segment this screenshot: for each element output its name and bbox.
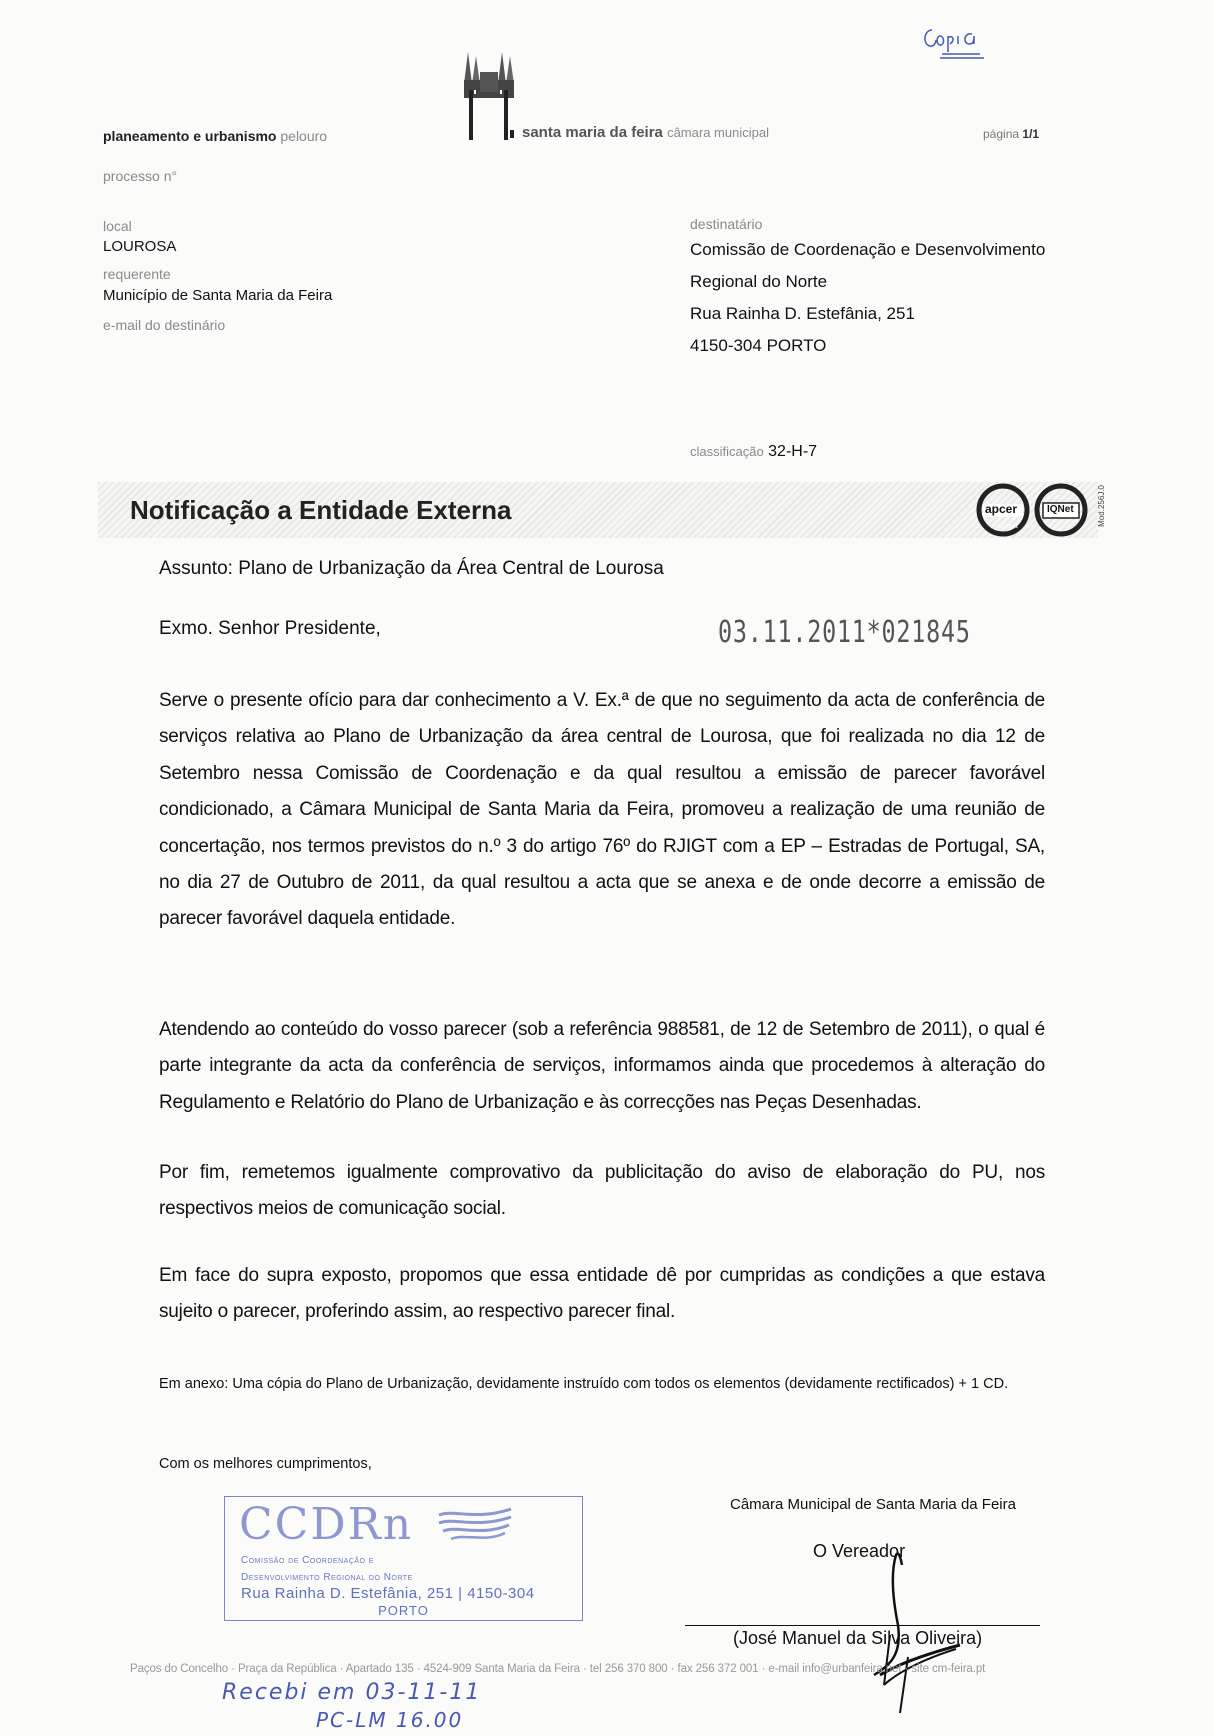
local-value: LOUROSA <box>103 238 177 255</box>
seal-apcer: apcer <box>985 502 1018 516</box>
handwritten-received-note: Recebi em 03-11-11 <box>222 1680 482 1705</box>
page-value: 1/1 <box>1022 127 1040 141</box>
handwritten-copy-mark <box>918 22 990 74</box>
department-name: planeamento e urbanismo <box>103 128 277 144</box>
recipient-line: Rua Rainha D. Estefânia, 251 <box>690 304 915 323</box>
waves-icon <box>435 1505 515 1549</box>
process-label: processo n° <box>103 168 178 184</box>
municipality-suffix: câmara municipal <box>667 125 769 140</box>
body-paragraph: Atendendo ao conteúdo do vosso parecer (sob a referência 988581, de 12 de Setembro de 2011), o qual é parte integrante da acta da conferência de serviços, informamos ainda que procedemos à alteração do Regulamento e Relatório do Plano de Urbanização e às correcções nas Peças Desenhadas. <box>159 1019 1045 1113</box>
email-label: e-mail do destinário <box>103 317 226 333</box>
recipient-line: Comissão de Coordenação e Desenvolvimento <box>690 240 1046 259</box>
signature-role: O Vereador <box>813 1541 906 1561</box>
body-paragraph: Serve o presente ofício para dar conhecimento a V. Ex.ª de que no seguimento da acta de conferência de serviços relativa ao Plano de Urbanização da área central de Lourosa, que foi realizada no dia 12 de Setembro nessa Comissão de Coordenação e da qual resultou a emissão de parecer favorável condicionado, a Câmara Municipal de Santa Maria da Feira, promoveu a realização de uma reunião de concertação, nos termos previstos do n.º 3 do artigo 76º do RJIGT com a EP – Estradas de Portugal, SA, no dia 27 de Outubro de 2011, da qual resultou a acta que se anexa e de onde decorre a emissão de parecer favorável daquela entidade. <box>159 690 1045 930</box>
department-header <box>103 128 327 144</box>
salutation: Exmo. Senhor Presidente, <box>159 618 381 639</box>
recipient-line: 4150-304 PORTO <box>690 336 827 355</box>
department-suffix: pelouro <box>280 128 328 144</box>
annex-note: Em anexo: Uma cópia do Plano de Urbanização, devidamente instruído com todos os elementos (devidamente rectificados) + 1 CD. <box>159 1376 1009 1392</box>
classification-label: classificação <box>690 444 764 459</box>
ccdrn-city: PORTO <box>378 1603 429 1618</box>
recipient-address <box>690 234 1045 362</box>
castle-logo-icon <box>462 50 520 142</box>
signature-org: Câmara Municipal de Santa Maria da Feira <box>730 1496 1016 1513</box>
signatory-name: (José Manuel da Silva Oliveira) <box>733 1628 983 1648</box>
recipient-label: destinatário <box>690 216 763 232</box>
seal-iqnet: IQNet <box>1047 504 1074 515</box>
page-footer: Paços do Concelho · Praça da República · Apartado 135 · 4524-909 Santa Maria da Feira · tel 256 370 800 · fax 256 372 001 · e-mail info@urbanfeira.net · site cm-feira.pt <box>130 1663 986 1675</box>
municipality-header <box>522 124 769 141</box>
ccdrn-received-stamp <box>224 1496 583 1621</box>
closing: Com os melhores cumprimentos, <box>159 1456 372 1472</box>
body-paragraph: Em face do supra exposto, propomos que essa entidade dê por cumpridas as condições a que estava sujeito o parecer, proferindo assim, ao respectivo parecer final. <box>159 1265 1045 1323</box>
classification <box>690 443 817 461</box>
certification-seals <box>975 480 1105 540</box>
requester-label: requerente <box>103 266 171 282</box>
ccdrn-logo: CCDRn <box>239 1499 414 1550</box>
handwritten-signature <box>860 1545 980 1715</box>
classification-value: 32-H-7 <box>768 443 818 460</box>
document-title: Notificação a Entidade Externa <box>130 495 512 525</box>
ccdrn-address: Rua Rainha D. Estefânia, 251 | 4150-304 <box>241 1585 535 1602</box>
local-label: local <box>103 218 132 234</box>
body-paragraph: Por fim, remetemos igualmente comprovativo da publicitação do aviso de elaboração do PU, nos respectivos meios de comunicação social. <box>159 1162 1045 1220</box>
ccdrn-line2: Desenvolvimento Regional do Norte <box>241 1572 413 1583</box>
recipient-line: Regional do Norte <box>690 272 828 291</box>
page-indicator <box>983 127 1039 141</box>
requester-value: Município de Santa Maria da Feira <box>103 287 333 304</box>
model-reference: Mod.256J.0 <box>1097 485 1106 527</box>
ccdrn-line1: Comissão de Coordenação e <box>241 1555 374 1566</box>
received-date-stamp: 03.11.2011*021845 <box>718 615 971 650</box>
page-label: página <box>983 127 1020 141</box>
subject-line: Assunto: Plano de Urbanização da Área Central de Lourosa <box>159 558 664 579</box>
municipality-name: santa maria da feira <box>522 124 663 141</box>
handwritten-received-time: PC-LM 16.00 <box>316 1708 464 1732</box>
seal-apcer-sub: ISO 9001 <box>997 524 1019 530</box>
